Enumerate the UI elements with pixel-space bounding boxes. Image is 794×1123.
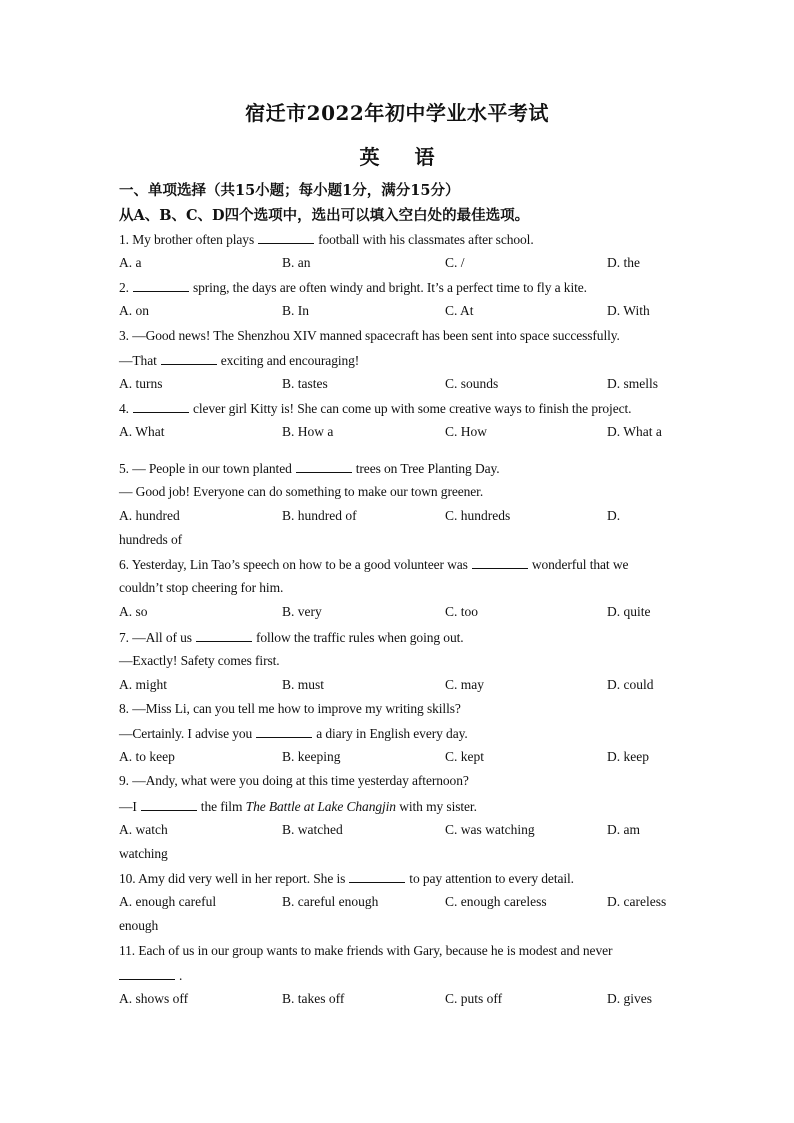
option-d[interactable]: D. am [607,822,640,837]
option-b[interactable]: B. an [282,255,311,270]
option-d-continued[interactable]: enough [119,918,159,933]
option-c[interactable]: C. enough careless [445,894,547,909]
question-5-line2: — Good job! Everyone can do something to make our town greener. [119,484,484,499]
question-text: follow the traffic rules when going out. [255,630,464,645]
option-c[interactable]: C. At [445,303,474,318]
option-a[interactable]: A. What [119,424,165,439]
question-text: 6. Yesterday, Lin Tao’s speech on how to be a good volunteer was [119,557,468,572]
question-1-stem [119,231,534,248]
question-text: spring, the days are often windy and bright. It’s a perfect time to fly a kite. [192,280,587,295]
option-d[interactable]: D. could [607,677,654,692]
question-text: a diary in English every day. [316,726,468,741]
question-text: with my sister. [399,799,477,814]
option-b[interactable]: B. keeping [282,749,341,764]
option-a[interactable]: A. on [119,303,149,318]
option-c[interactable]: C. puts off [445,991,503,1006]
question-text: clever girl Kitty is! She can come up with some creative ways to finish the project. [192,401,632,416]
option-b[interactable]: B. In [282,303,309,318]
question-text: 7. —All of us [119,630,192,645]
question-7-line2: —Exactly! Safety comes first. [119,653,280,668]
answer-blank [119,967,175,980]
option-a[interactable]: A. turns [119,376,163,391]
question-10-options [0,894,794,914]
question-7-options [0,677,794,697]
question-10-stem [119,870,574,887]
option-a[interactable]: A. watch [119,822,168,837]
option-a[interactable]: A. might [119,677,168,692]
question-11-line1: 11. Each of us in our group wants to make friends with Gary, because he is modest and never [119,943,613,958]
option-b[interactable]: B. takes off [282,991,345,1006]
question-text: exciting and encouraging! [220,353,360,368]
subject-title: 英 语 [359,145,449,169]
option-b[interactable]: B. must [282,677,325,692]
option-c[interactable]: C. sounds [445,376,499,391]
option-b[interactable]: B. careful enough [282,894,379,909]
question-text: . [179,968,183,983]
option-a[interactable]: A. enough careful [119,894,217,909]
option-d[interactable]: D. keep [607,749,649,764]
option-d[interactable]: D. careless [607,894,667,909]
answer-blank [133,279,189,292]
question-text: the film [200,799,243,814]
option-b[interactable]: B. tastes [282,376,328,391]
question-7-stem [119,629,464,646]
question-text: —That [119,353,157,368]
question-text: trees on Tree Planting Day. [355,461,500,476]
question-8-stem [119,725,468,742]
question-text: wonderful that we [531,557,629,572]
section-heading: 一、单项选择（共15小题；每小题1分，满分15分） [119,182,460,199]
question-4-stem [119,400,631,417]
option-b[interactable]: B. watched [282,822,343,837]
option-a[interactable]: A. a [119,255,142,270]
question-11-options [0,991,794,1011]
option-c[interactable]: C. may [445,677,484,692]
answer-blank [296,460,352,473]
question-2-stem [119,279,587,296]
question-text: 2. [119,280,129,295]
answer-blank [256,725,312,738]
option-b[interactable]: B. hundred of [282,508,357,523]
question-text: to pay attention to every detail. [409,871,574,886]
question-11-stem [119,967,182,984]
section-instruction: 从A、B、C、D四个选项中，选出可以填入空白处的最佳选项。 [119,207,530,224]
film-title: The Battle at Lake Changjin [245,799,396,814]
exam-title: 宿迁市2022年初中学业水平考试 [245,101,549,125]
answer-blank [141,798,197,811]
option-c[interactable]: C. How [445,424,488,439]
question-9-stem [119,798,477,815]
question-text: football with his classmates after school. [318,232,534,247]
question-1-options [0,255,794,275]
question-text: 1. My brother often plays [119,232,255,247]
option-c[interactable]: C. kept [445,749,484,764]
option-a[interactable]: A. so [119,604,148,619]
question-2-options [0,303,794,323]
option-c[interactable]: C. was watching [445,822,535,837]
option-a[interactable]: A. hundred [119,508,180,523]
option-d[interactable]: D. smells [607,376,659,391]
answer-blank [258,231,314,244]
answer-blank [196,629,252,642]
answer-blank [133,400,189,413]
option-d[interactable]: D. [607,508,621,523]
question-text: 5. — People in our town planted [119,461,292,476]
option-c[interactable]: C. / [445,255,465,270]
question-4-options [0,424,794,444]
option-d[interactable]: D. With [607,303,650,318]
answer-blank [349,870,405,883]
question-5-stem [119,460,500,477]
option-a[interactable]: A. to keep [119,749,175,764]
answer-blank [472,556,528,569]
question-3-stem [119,352,359,369]
question-6-line2: couldn’t stop cheering for him. [119,580,284,595]
question-8-options [0,749,794,769]
question-3-line1: 3. —Good news! The Shenzhou XIV manned spacecraft has been sent into space successfully. [119,328,620,343]
question-6-options [0,604,794,624]
option-d-continued[interactable]: watching [119,846,168,861]
option-a[interactable]: A. shows off [119,991,189,1006]
answer-blank [161,352,217,365]
question-6-stem [119,556,628,573]
question-3-options [0,376,794,396]
question-text: —I [119,799,137,814]
question-text: 4. [119,401,129,416]
option-d-continued[interactable]: hundreds of [119,532,183,547]
question-9-options [0,822,794,842]
option-b[interactable]: B. How a [282,424,334,439]
question-5-options [0,508,794,528]
option-d[interactable]: D. quite [607,604,651,619]
question-8-line1: 8. —Miss Li, can you tell me how to improve my writing skills? [119,701,461,716]
option-d[interactable]: D. the [607,255,640,270]
option-d[interactable]: D. gives [607,991,652,1006]
question-text: 10. Amy did very well in her report. She is [119,871,346,886]
option-c[interactable]: C. too [445,604,479,619]
question-9-line1: 9. —Andy, what were you doing at this time yesterday afternoon? [119,773,469,788]
option-d[interactable]: D. What a [607,424,662,439]
option-c[interactable]: C. hundreds [445,508,511,523]
question-text: —Certainly. I advise you [119,726,253,741]
option-b[interactable]: B. very [282,604,322,619]
